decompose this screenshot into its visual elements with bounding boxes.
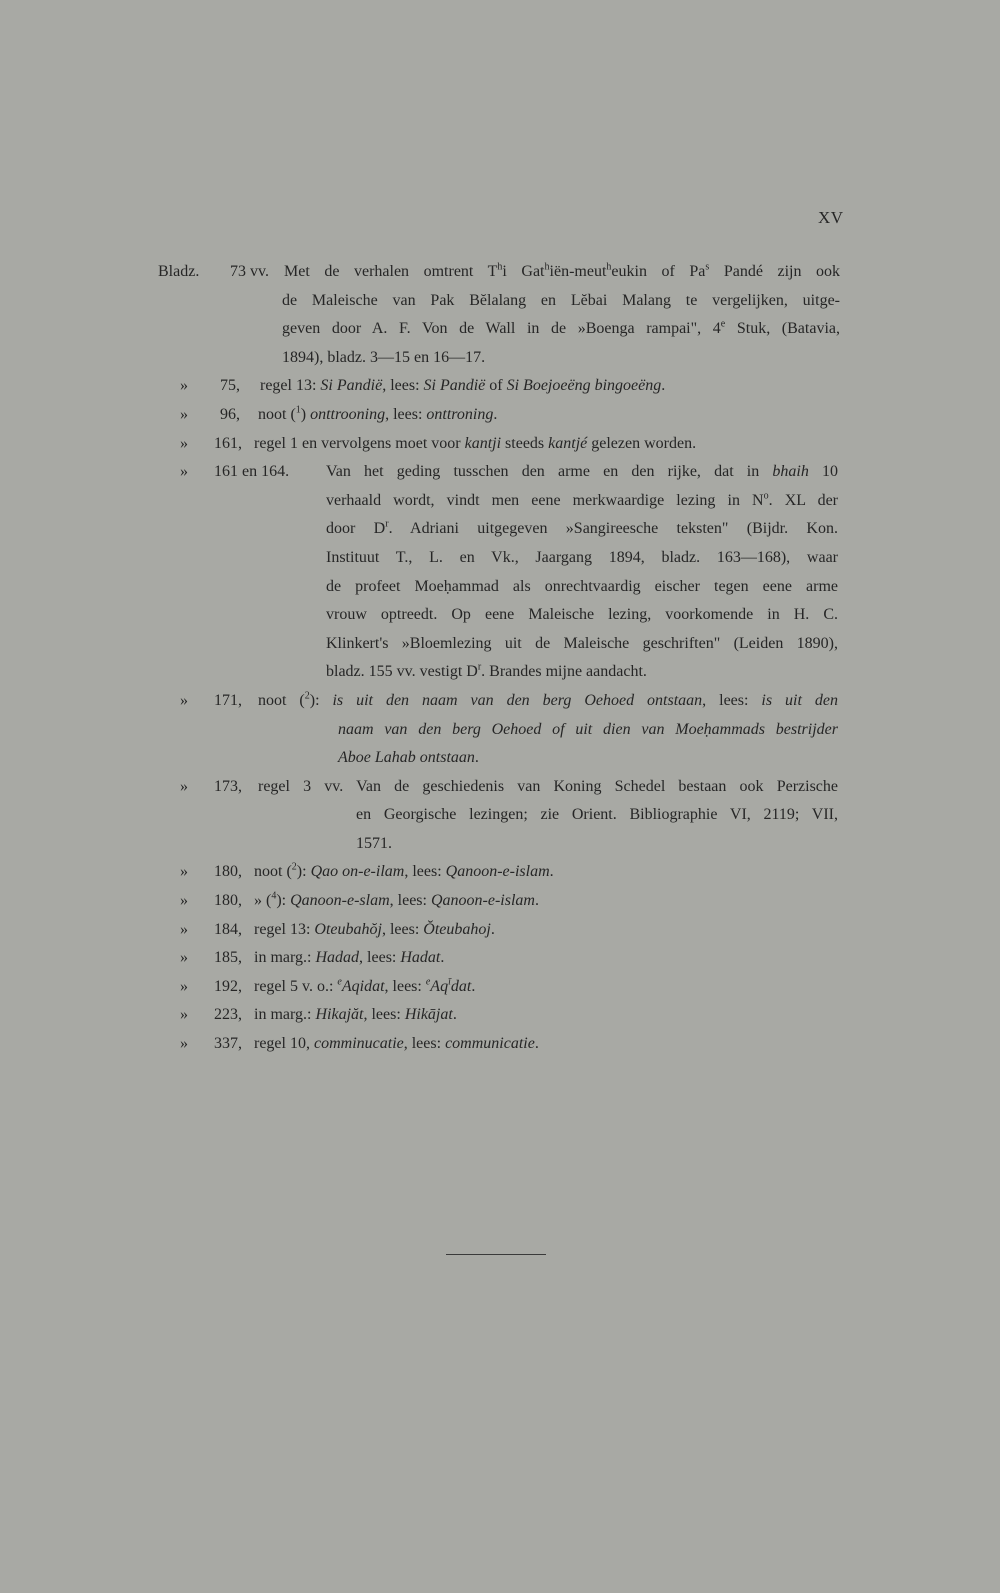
entry-lead: »	[180, 920, 188, 938]
errata-entry	[158, 687, 858, 773]
entry-text	[158, 372, 858, 401]
entry-location: 161,	[214, 434, 242, 452]
entry-location: 161 en 164.	[214, 463, 290, 481]
entry-line: » ($^4$): Qanoon-e-slam, lees: Qanoon-e-islam.	[254, 890, 539, 910]
entry-line: de Maleische van Pak Bĕlalang en Lĕbai Malang te vergelijken, uitge-	[282, 291, 840, 309]
entry-line: de profeet Moeḥammad als onrechtvaardig eischer tegen eene arme	[326, 577, 838, 595]
entry-lead: »	[180, 691, 188, 709]
entry-line: noot ($^1$) onttrooning, lees: onttroning.	[258, 404, 498, 423]
errata-entry	[158, 887, 858, 916]
entry-line: noot ($^2$): Qao on-e-ilam, lees: Qanoon-e-islam.	[254, 862, 554, 881]
page-number: XV	[818, 208, 844, 227]
entry-text	[158, 944, 858, 973]
entry-text	[158, 1030, 858, 1059]
errata-entry	[158, 458, 858, 687]
entry-text	[158, 916, 858, 945]
errata-entry	[158, 1001, 858, 1030]
entry-location: 75,	[220, 377, 240, 395]
entry-line: bladz. 155 vv. vestigt $D^r$. Brandes mijne aandacht.	[326, 661, 647, 681]
errata-entry	[158, 944, 858, 973]
entry-lead: »	[180, 892, 188, 910]
entry-location: 223,	[214, 1006, 242, 1024]
errata-entry	[158, 430, 858, 459]
errata-entry	[158, 858, 858, 887]
entry-line: noot ($^2$): is uit den naam van den berg Oehoed ontstaan, lees: is uit den	[258, 690, 839, 709]
entry-line: regel 13: Oteubahŏj, lees: Ŏteubahoj.	[254, 920, 495, 938]
entry-line: regel 3 vv. Van de geschiedenis van Koning Schedel bestaan ook Perzische	[258, 777, 838, 795]
entry-lead: »	[180, 1035, 188, 1053]
errata-entry	[158, 916, 858, 945]
entry-lead: »	[180, 977, 188, 995]
entry-text	[158, 973, 858, 1002]
entry-lead: »	[180, 405, 188, 423]
entry-location: 73 vv.	[230, 263, 269, 280]
entry-line: regel 10, comminucatie, lees: communicatie.	[254, 1035, 539, 1053]
entry-line: regel 1 en vervolgens moet voor kantji steeds kantjé gelezen worden.	[254, 434, 697, 452]
entry-text	[158, 401, 858, 430]
entry-text	[158, 858, 858, 887]
entry-location: 171,	[214, 691, 242, 709]
entry-line: geven door A. F. Von de Wall in de »Boenga rampai", 4e Stuk, (Batavia,	[282, 318, 840, 338]
entry-lead: Bladz.	[158, 263, 200, 280]
entry-lead: »	[180, 434, 188, 452]
entry-line: verhaald wordt, vindt men eene merkwaardige lezing in $N^o$. XL der	[326, 490, 839, 509]
entry-lead: »	[180, 863, 188, 881]
entry-line: regel 5 v. o.: $^e$Aqidat, lees: $^eAq^īdat$.	[254, 976, 476, 995]
entry-location: 96,	[220, 405, 240, 423]
entry-line: Klinkert's »Bloemlezing uit de Maleische geschriften" (Leiden 1890),	[326, 634, 838, 652]
entry-location: 192,	[214, 977, 242, 995]
entry-lead: »	[180, 1006, 188, 1024]
entry-text	[158, 430, 858, 459]
entry-location: 184,	[214, 920, 242, 938]
entry-line: regel 13: Si Pandië, lees: Si Pandië of Si Boejoeëng bingoeëng.	[260, 377, 666, 395]
separator-rule	[446, 1254, 546, 1255]
entry-text	[158, 773, 858, 859]
entry-location: 173,	[214, 777, 242, 795]
entry-line: Instituut T., L. en Vk., Jaargang 1894, bladz. 163—168), waar	[326, 548, 838, 566]
errata-entry	[158, 1030, 858, 1059]
entry-line: Met de verhalen omtrent $T^hi$ Gat$^h$iën-meut$^h$eukin of Pa$^s$ Pandé zijn ook	[284, 261, 841, 280]
entry-line: 1571.	[356, 834, 392, 852]
entry-text	[158, 1001, 858, 1030]
entry-text	[158, 458, 858, 687]
entry-line: en Georgische lezingen; zie Orient. Bibliographie VI, 2119; VII,	[356, 806, 838, 824]
errata-entry	[158, 258, 858, 372]
entry-line: Van het geding tusschen den arme en den rijke, dat in bhaih 10	[326, 463, 838, 481]
entry-line: naam van den berg Oehoed of uit dien van Moeḥammads bestrijder	[338, 720, 838, 738]
entry-text	[158, 887, 858, 916]
entry-location: 180,	[214, 892, 242, 910]
errata-entry	[158, 773, 858, 859]
entry-lead: »	[180, 777, 188, 795]
entry-line: in marg.: Hikajăt, lees: Hikājat.	[254, 1006, 457, 1024]
entry-location: 337,	[214, 1035, 242, 1053]
entry-line: Aboe Lahab ontstaan.	[338, 749, 479, 767]
errata-list	[158, 258, 858, 1059]
entry-lead: »	[180, 463, 188, 481]
errata-entry	[158, 372, 858, 401]
errata-entry	[158, 973, 858, 1002]
errata-entry	[158, 401, 858, 430]
entry-location: 185,	[214, 949, 242, 967]
entry-lead: »	[180, 377, 188, 395]
entry-line: door $D^r$. Adriani uitgegeven »Sangireesche teksten" (Bijdr. Kon.	[326, 519, 838, 538]
entry-location: 180,	[214, 863, 242, 881]
entry-line: vrouw optreedt. Op eene Maleische lezing, voorkomende in H. C.	[326, 606, 838, 624]
entry-line: 1894), bladz. 3—15 en 16—17.	[282, 348, 486, 366]
entry-lead: »	[180, 949, 188, 967]
entry-line: in marg.: Hadad, lees: Hadat.	[254, 949, 445, 967]
entry-text	[158, 687, 858, 773]
